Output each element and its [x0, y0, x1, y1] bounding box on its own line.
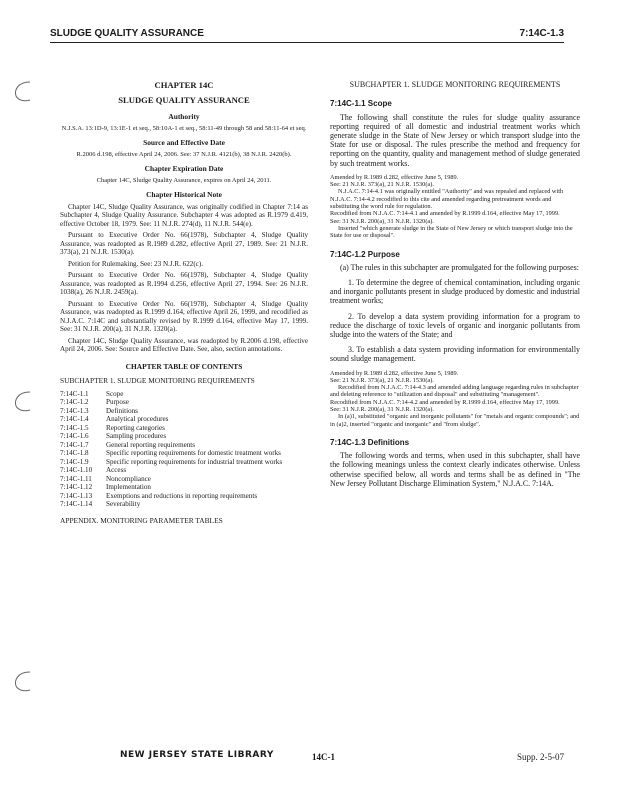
annotation-line: See: 31 N.J.R. 200(a), 31 N.J.R. 1320(a).	[330, 406, 434, 414]
history-paragraph: Pursuant to Executive Order No. 66(1978), Subchapter 4, Sludge Quality Assurance, was readopted as R.1994 d.256, effective April 27, 1994. See: 26 N.J.R. 1038(a), 26 N.J.R. 2459(a).	[60, 271, 308, 297]
running-header	[50, 28, 564, 43]
purpose-item: 2. To develop a data system providing information for a program to reduce the discharge of toxic levels of organic and inorganic pollutants from sludge into the waters of the State; and	[330, 311, 580, 339]
annotation-line: See: 21 N.J.R. 373(a), 21 N.J.R. 1530(a).	[330, 376, 434, 384]
toc-entry	[60, 432, 308, 441]
right-column	[330, 80, 580, 491]
appendix-title: APPENDIX. MONITORING PARAMETER TABLES	[60, 515, 223, 525]
toc-number: 7:14C-1.4	[60, 415, 89, 424]
toc-number: 7:14C-1.6	[60, 432, 89, 441]
chapter-title: SLUDGE QUALITY ASSURANCE	[118, 95, 250, 105]
page-number: 14C-1	[312, 752, 335, 762]
expiration-heading: Chapter Expiration Date	[144, 164, 224, 174]
toc-entry	[60, 407, 308, 416]
toc-number: 7:14C-1.3	[60, 406, 89, 415]
toc-title: Specific reporting requirements for domestic treatment works	[106, 449, 281, 458]
authority-text: N.J.S.A. 13:1D-9, 13:1E-1 et seq., 58:10A-1 et seq., 58:11-49 through 58 and 58:11-64 et seq.	[61, 124, 307, 132]
history-paragraph: Petition for Rulemaking. See: 23 N.J.R. 622(c).	[68, 259, 203, 268]
toc-entry	[60, 458, 308, 467]
toc-entry	[60, 466, 308, 475]
toc-number: 7:14C-1.11	[60, 474, 92, 483]
history-paragraph: Chapter 14C, Sludge Quality Assurance, was readopted by R.2006 d.198, effective April 24, 2006. See: Source and Effective Date. See, also, section annotations.	[60, 336, 308, 354]
toc-entry	[60, 449, 308, 458]
toc-number: 7:14C-1.10	[60, 466, 93, 475]
toc-entry	[60, 398, 308, 407]
toc-entry	[60, 424, 308, 433]
toc-entry	[60, 415, 308, 424]
toc-title: Specific reporting requirements for industrial treatment works	[106, 457, 283, 466]
annotation-line: Recodified from N.J.A.C. 7:14-4.1 and amended by R.1999 d.164, effective May 17, 1999.	[330, 210, 560, 218]
toc-title: Reporting categories	[106, 423, 165, 432]
purpose-annotations	[330, 370, 580, 428]
annotation-line: Amended by R.1989 d.282, effective June 5, 1989.	[330, 173, 459, 181]
toc-number: 7:14C-1.13	[60, 491, 93, 500]
annotation-line: N.J.A.C. 7:14-4.1 was originally entitled "Authority" and was repealed and replaced with N.J.A.C. 7:14-4.2 recodified to this cite and amended regarding pretreatment words and substituting the word rule for regulation.	[330, 188, 564, 211]
annotation-line: Recodified from N.J.A.C. 7:14-4.2 and amended by R.1999 d.164, effective May 17, 1999.	[330, 398, 560, 406]
subchapter-title: SUBCHAPTER 1. SLUDGE MONITORING REQUIREMENTS	[349, 80, 561, 89]
source-text: R.2006 d.198, effective April 24, 2006. See: 37 N.J.R. 4121(b), 38 N.J.R. 2420(b).	[76, 150, 292, 158]
definitions-text: The following words and terms, when used in this subchapter, shall have the following meanings unless the context clearly indicates otherwise. Unless otherwise specified below, all words and terms shall be as defined in "The New Jersey Pollutant Discharge Elimination System," N.J.A.C. 7:14A.	[330, 451, 580, 488]
history-paragraph: Pursuant to Executive Order No. 66(1978), Subchapter 4, Sludge Quality Assurance, was readopted as R.1999 d.164, effective April 26, 1999, and recodified as N.J.A.C. 7:14C and substantially revised by R.1999 d.164, effective May 17, 1999. See: 31 N.J.R. 200(a), 31 N.J.R. 1320(a).	[60, 299, 308, 334]
punch-hole-mark	[10, 668, 36, 694]
toc-number: 7:14C-1.2	[60, 398, 89, 407]
toc-list	[60, 390, 308, 509]
toc-title: Noncompliance	[106, 474, 151, 483]
history-paragraph: Pursuant to Executive Order No. 66(1978), Subchapter 4, Sludge Quality Assurance, was readopted as R.1989 d.282, effective April 27, 1989. See: 21 N.J.R. 373(a), 21 N.J.R. 1530(a).	[60, 231, 308, 257]
toc-entry	[60, 483, 308, 492]
toc-title: Access	[106, 466, 127, 475]
toc-entry	[60, 390, 308, 399]
toc-title: General reporting requirements	[106, 440, 196, 449]
toc-number: 7:14C-1.12	[60, 483, 93, 492]
header-section: 7:14C-1.3	[519, 28, 564, 39]
left-column	[60, 80, 308, 525]
scope-annotations	[330, 174, 580, 240]
header-title: SLUDGE QUALITY ASSURANCE	[50, 28, 204, 39]
scope-text: The following shall constitute the rules for sludge quality assurance reporting required of all domestic and industrial treatment works which generate sludge in the State of New Jersey or which transport sludge into the State for use or disposal. The rules prescribe the method and frequency for reporting on the quantity, quality and management method of sludge generated by such treatment works.	[330, 112, 580, 168]
toc-number: 7:14C-1.14	[60, 500, 93, 509]
toc-entry	[60, 441, 308, 450]
toc-entry	[60, 475, 308, 484]
punch-hole-mark	[10, 78, 36, 104]
toc-number: 7:14C-1.7	[60, 440, 89, 449]
purpose-item: 3. To establish a data system providing information for environmentally sound sludge management.	[330, 345, 580, 364]
toc-entry	[60, 492, 308, 501]
toc-subchapter: SUBCHAPTER 1. SLUDGE MONITORING REQUIREMENTS	[60, 376, 255, 386]
toc-title: Scope	[106, 389, 124, 398]
authority-heading: Authority	[168, 112, 200, 121]
toc-title: Definitions	[106, 406, 138, 415]
page-footer	[120, 752, 564, 768]
toc-entry	[60, 500, 308, 509]
toc-number: 7:14C-1.9	[60, 457, 89, 466]
annotation-line: Inserted "which generate sludge in the State of New Jersey or which transport sludge into the State for use or disposal".	[330, 224, 573, 240]
toc-title: Purpose	[106, 398, 129, 407]
section-heading-purpose: 7:14C-1.2 Purpose	[330, 249, 400, 259]
annotation-line: In (a)1, substituted "organic and inorganic pollutants" for "metals and organic compounds"; and in (a)2, inserted "organic and inorganic" and "from sludge".	[330, 413, 580, 428]
toc-number: 7:14C-1.5	[60, 423, 89, 432]
chapter-number: CHAPTER 14C	[154, 80, 214, 90]
toc-title: Analytical procedures	[106, 415, 169, 424]
section-heading-scope: 7:14C-1.1 Scope	[330, 99, 392, 109]
annotation-line: See: 31 N.J.R. 200(a), 31 N.J.R. 1320(a).	[330, 217, 434, 225]
toc-title: Sampling procedures	[106, 432, 167, 441]
punch-hole-mark	[10, 388, 36, 414]
expiration-text: Chapter 14C, Sludge Quality Assurance, expires on April 24, 2011.	[96, 176, 272, 184]
toc-heading: CHAPTER TABLE OF CONTENTS	[125, 361, 243, 371]
history-heading: Chapter Historical Note	[146, 190, 222, 200]
annotation-line: Recodified from N.J.A.C. 7:14-4.3 and amended adding language regarding rules in subchapter and deleting reference to "utilization and disposal" and substituting "management".	[330, 384, 579, 399]
history-paragraph: Chapter 14C, Sludge Quality Assurance, was originally codified in Chapter 7:14 as Subchapter 4, Sludge Quality Assurance. Subchapter 4 was adopted as R.1979 d.419, effective October 18, 1979. See: 11 N.J.R. 274(d), 11 N.J.R. 544(e).	[60, 202, 308, 228]
supplement-date: Supp. 2-5-07	[517, 752, 564, 762]
section-heading-definitions: 7:14C-1.3 Definitions	[330, 437, 410, 447]
annotation-line: Amended by R.1989 d.282, effective June 5, 1989.	[330, 369, 459, 377]
toc-title: Exemptions and reductions in reporting requirements	[106, 491, 258, 500]
annotation-line: See: 21 N.J.R. 373(a), 21 N.J.R. 1530(a).	[330, 181, 434, 189]
toc-title: Severability	[106, 500, 141, 509]
purpose-item: 1. To determine the degree of chemical contamination, including organic and inorganic pollutants present in sludge produced by domestic and industrial treatment works;	[330, 277, 580, 306]
source-heading: Source and Effective Date	[143, 138, 225, 148]
library-stamp: NEW JERSEY STATE LIBRARY	[120, 750, 274, 760]
purpose-intro: (a) The rules in this subchapter are promulgated for the following purposes:	[340, 262, 579, 272]
toc-number: 7:14C-1.1	[60, 389, 89, 398]
toc-title: Implementation	[106, 483, 151, 492]
toc-number: 7:14C-1.8	[60, 449, 89, 458]
